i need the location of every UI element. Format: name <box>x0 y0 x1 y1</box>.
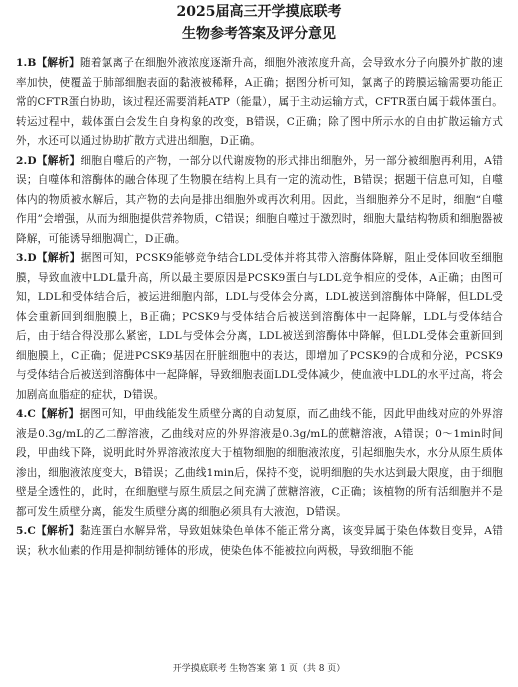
answer-tag: 3.D【解析】 <box>16 252 81 264</box>
answer-list <box>16 54 503 561</box>
answer-item-5 <box>16 522 503 561</box>
page-footer: 开学摸底联考 生物答案 第 1 页（共 8 页） <box>172 664 346 674</box>
answer-tag: 5.C【解析】 <box>16 525 80 537</box>
answer-item-4 <box>16 405 503 522</box>
answer-item-1 <box>16 54 503 152</box>
answer-tag: 1.B【解析】 <box>16 57 80 69</box>
page-title: 2025届高三开学摸底联考 <box>176 4 342 20</box>
answer-item-2 <box>16 152 503 250</box>
answer-text: 随着氯离子在细胞外液浓度逐渐升高，细胞外液浓度升高，会导致水分子向膜外扩散的速率加快，使覆盖于肺部细胞表面的黏液被稀释，A正确；据图分析可知，氯离子的跨膜运输需要功能正常的CFTR蛋白协助，该过程还需要消耗ATP（能量），属于主动运输方式，CFTR蛋白属于载体蛋白。转运过程中，载体蛋白会发生自身构象的改变，B错误，C正确；除了图中所示水的自由扩散运输方式外，水还可以通过协助扩散方式进出细胞，D正确。 <box>16 57 503 147</box>
answer-text: 据图可知，甲曲线能发生质壁分离的自动复原，而乙曲线不能，因此甲曲线对应的外界溶液是0.3g/mL的乙二醇溶液，乙曲线对应的外界溶液是0.3g/mL的蔗糖溶液，A错误；0～1min时间段，甲曲线下降，说明此时外界溶液浓度大于植物细胞的细胞液浓度，引起细胞失水，水分从原生质体渗出，细胞液浓度变大，B错误；乙曲线1min后，保持不变，说明细胞的失水达到最大限度，由于细胞壁是全透性的，此时，在细胞壁与原生质层之间充满了蔗糖溶液，C正确；该植物的所有活细胞并不是都可发生质壁分离，能发生质壁分离的细胞必须具有大液泡，D错误。 <box>16 408 503 518</box>
answer-item-3 <box>16 249 503 405</box>
answer-text: 据图可知，PCSK9能够竞争结合LDL受体并将其带入溶酶体降解，阻止受体回收至细胞膜，导致血液中LDL量升高，所以最主要原因是PCSK9蛋白与LDL竞争相应的受体，A正确；由图可知，LDL和受体结合后，被运进细胞内部，LDL与受体会分离，LDL被送到溶酶体中降解，但LDL受体会重新回到细胞膜上，B正确；PCSK9与受体结合后被送到溶酶体中一起降解，LDL与受体结合后，由于结合得没那么紧密，LDL与受体会分离，LDL被送到溶酶体中降解，但LDL受体会重新回到细胞膜上，C正确；促进PCSK9基因在肝脏细胞中的表达，即增加了PCSK9的合成和分泌，PCSK9与受体结合后被送到溶酶体中一起降解，导致细胞表面LDL受体减少，使血液中LDL的水平过高，将会加剧高血脂症的症状，D错误。 <box>16 252 504 401</box>
answer-tag: 4.C【解析】 <box>16 408 80 420</box>
answer-text: 黏连蛋白水解异常，导致姐妹染色单体不能正常分离，该变异属于染色体数目变异，A错误；秋水仙素的作用是抑制纺锤体的形成，使染色体不能被拉向两极，导致细胞不能 <box>16 525 504 557</box>
answer-text: 细胞自噬后的产物，一部分以代谢废物的形式排出细胞外，另一部分被细胞再利用，A错误；自噬体和溶酶体的融合体现了生物膜在结构上具有一定的流动性，B错误；据题干信息可知，自噬体内的物质被水解后，其产物的去向是排出细胞外或再次利用。因此，当细胞养分不足时，细胞“自噬作用”会增强，从而为细胞提供营养物质，C错误；细胞自噬过于激烈时，细胞大量结构物质和细胞器被降解，可能诱导细胞凋亡，D正确。 <box>16 154 503 245</box>
page-subtitle: 生物参考答案及评分意见 <box>182 26 336 42</box>
answer-tag: 2.D【解析】 <box>16 154 81 167</box>
